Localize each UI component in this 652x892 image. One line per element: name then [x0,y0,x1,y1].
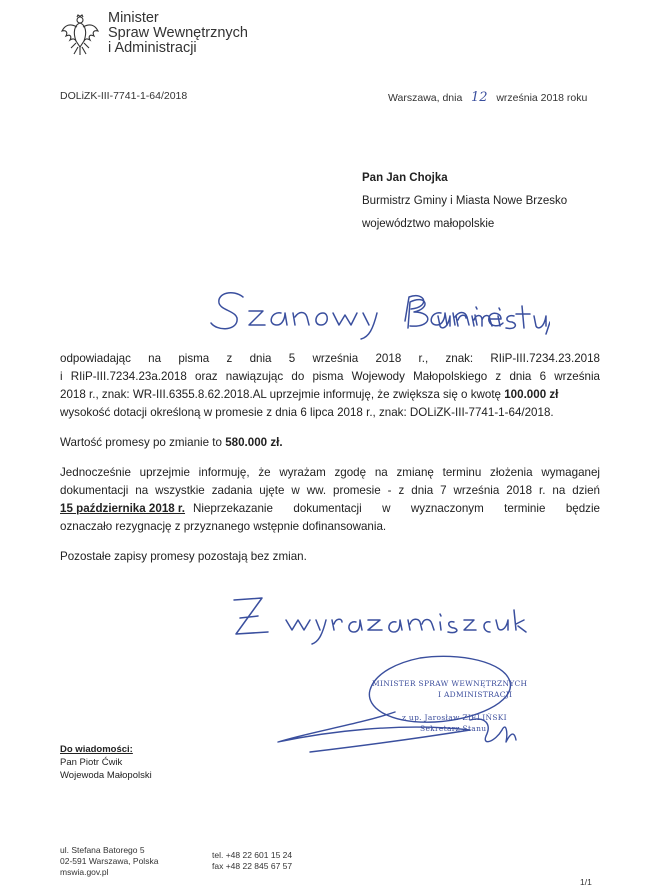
paragraph-3-line-1: Jednocześnie uprzejmie informuję, że wyrażam zgodę na zmianę terminu złożenia wymaganej [60,466,600,479]
ministry-name-line-3: i Administracji [108,40,197,56]
paragraph-4: Pozostałe zapisy promesy pozostają bez zmian. [60,550,307,563]
footer-street: ul. Stefana Batorego 5 [60,845,145,855]
stamp-line-3: z up. Jarosław ZIELIŃSKI [402,713,507,722]
reference-number: DOLiZK-III-7741-1-64/2018 [60,90,188,102]
footer-website: mswia.gov.pl [60,867,109,877]
date-day-handwritten: 12 [471,90,488,105]
ministry-name-line-1: Minister [108,10,159,26]
eagle-emblem-icon [60,13,100,58]
footer-phone: tel. +48 22 601 15 24 [212,850,293,860]
paragraph-3-line-4: oznaczało rezygnację z przyznanego wstępnie dofinansowania. [60,520,387,533]
paragraph-1-line-3 [60,386,600,404]
cc-line-2: Wojewoda Małopolski [60,770,152,781]
date-suffix: września 2018 roku [496,92,588,104]
cc-heading: Do wiadomości: [60,744,133,755]
footer-contact [212,850,292,872]
paragraph-1-line-2: i RIiP-III.7234.23a.2018 oraz nawiązując do pisma Wojewody Małopolskiego z dnia 6 września [60,370,600,383]
footer-fax: fax +48 22 845 67 57 [212,861,293,871]
paragraph-2 [60,434,600,452]
stamp-line-4: Sekretarz Stanu [420,724,487,733]
handwritten-salutation-burmistrzu [400,292,550,338]
signature-scribble [270,650,530,755]
paragraph-1-line-1: odpowiadając na pisma z dnia 5 września 2018 r., znak: RIiP-III.7234.23.2018 [60,352,600,365]
paragraph-3-line-3 [60,500,600,518]
footer-address [60,845,158,878]
paragraph-3-line-3-text: Nieprzekazanie dokumentacji w wyznaczonym terminie będzie [193,502,600,515]
ministry-name-line-2: Spraw Wewnętrznych [108,25,248,41]
recipient-name: Pan Jan Chojka [362,172,448,184]
amount-increase: 100.000 zł [504,388,559,401]
stamp-line-2: I ADMINISTRACJI [438,690,513,699]
footer-city: 02-591 Warszawa, Polska [60,856,159,866]
stamp-line-1: MINISTER SPRAW WEWNĘTRZNYCH [372,679,528,688]
paragraph-3-line-2: dokumentacji na wszystkie zadania ujęte w ww. promesie - z dnia 7 września 2018 r. na dzień [60,484,600,497]
paragraph-2-text: Wartość promesy po zmianie to [60,436,222,449]
promise-value: 580.000 zł. [225,436,283,449]
date-line [388,90,587,105]
paragraph-1-line-3-text: 2018 r., znak: WR-III.6355.8.62.2018.AL uprzejmie informuję, że zwiększa się o kwotę [60,388,501,401]
deadline-date: 15 października 2018 r. [60,502,186,515]
paragraph-1-line-4: wysokość dotacji określoną w promesie z dnia 6 lipca 2018 r., znak: DOLiZK-III-7741-1-64/2018. [60,406,554,419]
cc-line-1: Pan Piotr Ćwik [60,757,123,768]
handwritten-closing [228,590,528,650]
recipient-title: Burmistrz Gminy i Miasta Nowe Brzesko [362,195,568,207]
recipient-region: województwo małopolskie [362,218,495,230]
date-prefix: Warszawa, dnia [388,92,463,104]
page-number: 1/1 [580,877,592,887]
